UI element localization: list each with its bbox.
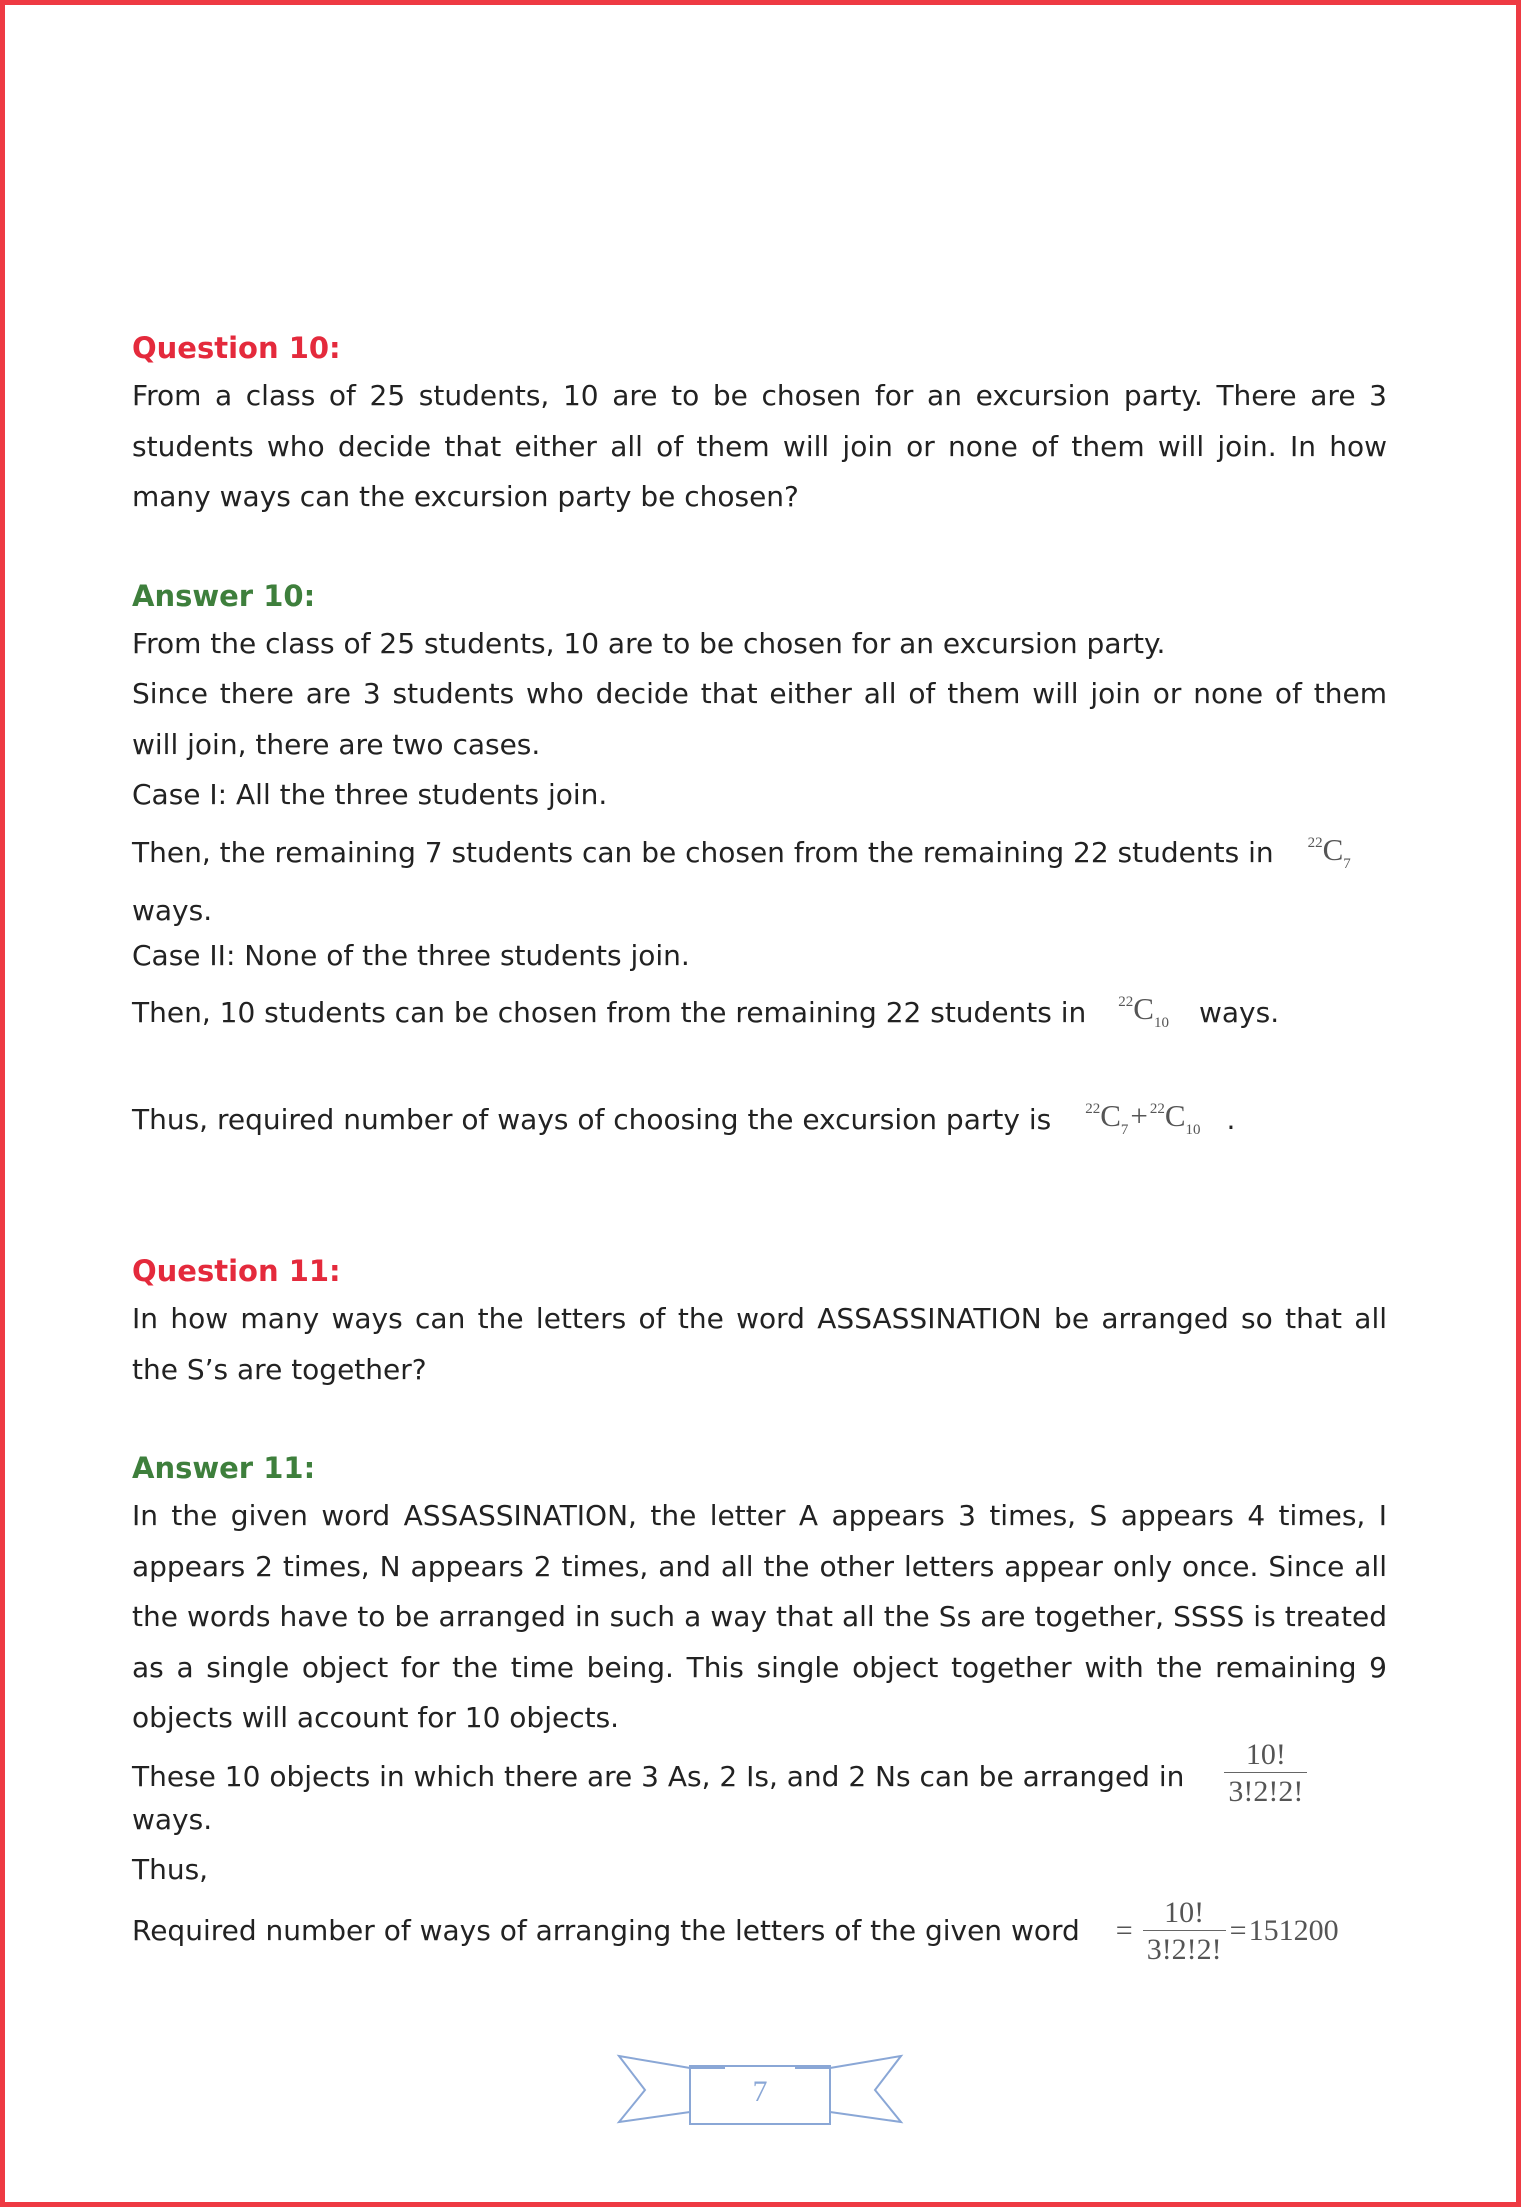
- page-number-ribbon: [615, 2052, 905, 2132]
- answer-10-case-2-row: [132, 976, 1387, 1049]
- question-11-heading: Question 11:: [132, 1254, 341, 1288]
- combination-22-c-7: $^{22}C_7$: [1307, 831, 1351, 872]
- answer-10-conclusion-end: .: [1226, 1102, 1236, 1136]
- combination-22-c-10: $^{22}C_{10}$: [1118, 991, 1169, 1031]
- answer-10-conclusion-row: [132, 1087, 1387, 1152]
- question-10-text: From a class of 25 students, 10 are to be chosen for an excursion party. There are 3 students who decide that either all of them will join or none of them will join. In how many ways can the excursion party be chosen?: [132, 379, 1387, 513]
- answer-11-arrange-text: These 10 objects in which there are 3 As, 2 Is, and 2 Ns can be arranged in: [132, 1760, 1185, 1793]
- answer-10-line-1: From the class of 25 students, 10 are to be chosen for an excursion party.: [132, 626, 1166, 660]
- answer-10-heading: Answer 10:: [132, 578, 316, 613]
- answer-11-paragraph: In the given word ASSASSINATION, the letter A appears 3 times, S appears 4 times, I appears 2 times, N appears 2 times, and all the other letters appear only once. Since all the words have to be arranged in such a way that all the Ss are together, SSSS is treated as a single object for the time being. This single object together with the remaining 9 objects will account for 10 objects.: [132, 1499, 1387, 1734]
- combination-sum: $^{22}C_7+ ^{22}C_{10}$: [1085, 1098, 1201, 1138]
- answer-10-case-2: Case II: None of the three students join.: [132, 939, 690, 972]
- question-10-heading: Question 10:: [132, 331, 341, 365]
- page-content: [132, 325, 1387, 1967]
- question-11-text: In how many ways can the letters of the word ASSASSINATION be arranged so that all the S’s are together?: [132, 1302, 1387, 1386]
- answer-10-conclusion-text: Thus, required number of ways of choosing the excursion party is: [132, 1102, 1052, 1136]
- answer-11-thus: Thus,: [132, 1853, 209, 1886]
- answer-10-line-2: Since there are 3 students who decide that either all of them will join or none of them will join, there are two cases.: [132, 677, 1387, 761]
- final-value: 151200: [1248, 1914, 1339, 1947]
- page-number: 7: [752, 2075, 768, 2108]
- equals-sign-2: =: [1229, 1914, 1247, 1947]
- fraction-10-factorial: $\frac{10!}{3!2!2!}$: [1224, 1738, 1307, 1809]
- answer-11-final-row: [132, 1896, 1387, 1967]
- answer-10-case-1-ways: ways.: [132, 893, 213, 927]
- answer-10-case-1: Case I: All the three students join.: [132, 778, 608, 811]
- answer-10-case-2-ways: ways.: [1198, 995, 1280, 1029]
- answer-10-case-1-text: Then, the remaining 7 students can be chosen from the remaining 22 students in: [132, 836, 1274, 869]
- answer-10-case-1-row: [132, 821, 1387, 886]
- answer-11-final-text: Required number of ways of arranging the letters of the given word: [132, 1914, 1080, 1947]
- final-fraction: $\frac{10!}{3!2!2!}$: [1143, 1896, 1226, 1967]
- equals-sign: =: [1115, 1914, 1133, 1947]
- answer-11-heading: Answer 11:: [132, 1451, 316, 1485]
- answer-10-case-2-text: Then, 10 students can be chosen from the remaining 22 students in: [132, 995, 1087, 1029]
- answer-11-arrange-ways: ways.: [132, 1802, 213, 1836]
